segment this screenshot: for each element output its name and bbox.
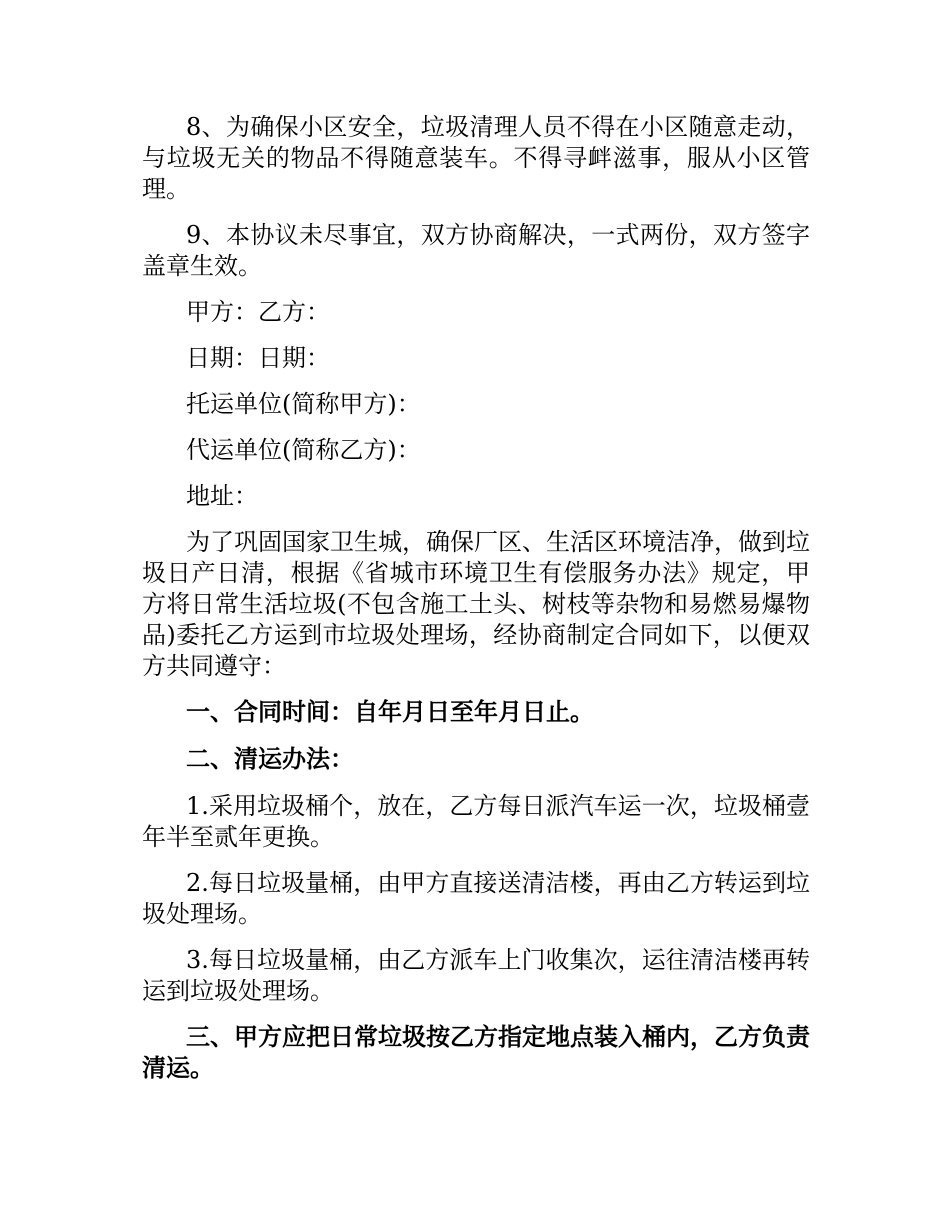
section-2-item-1: 1.采用垃圾桶个，放在，乙方每日派汽车运一次，垃圾桶壹年半至贰年更换。	[142, 792, 810, 851]
consignor-line: 托运单位(简称甲方)：	[186, 390, 421, 418]
address-line: 地址：	[186, 482, 258, 510]
clause-8: 8、为确保小区安全，垃圾清理人员不得在小区随意走动，与垃圾无关的物品不得随意装车。不得寻衅滋事，服从小区管理。	[142, 113, 810, 203]
section-1-heading: 一、合同时间：自年月日至年月日止。	[186, 698, 594, 726]
carrier-line: 代运单位(简称乙方)：	[186, 436, 421, 464]
date-line: 日期：日期：	[186, 344, 330, 372]
party-signature-line: 甲方：乙方：	[186, 298, 330, 326]
section-2-item-3: 3.每日垃圾量桶，由乙方派车上门收集次，运往清洁楼再转运到垃圾处理场。	[142, 946, 810, 1005]
document-page	[142, 112, 810, 1099]
preamble-paragraph: 为了巩固国家卫生城，确保厂区、生活区环境洁净，做到垃圾日产日清，根据《省城市环境卫生有偿服务办法》规定，甲方将日常生活垃圾(不包含施工土头、树枝等杂物和易燃易爆物品)委托乙方运到市垃圾处理场，经协商制定合同如下，以便双方共同遵守：	[142, 528, 810, 680]
section-2-heading: 二、清运办法：	[186, 745, 354, 773]
clause-9: 9、本协议未尽事宜，双方协商解决，一式两份，双方签字盖章生效。	[142, 221, 810, 280]
section-2-item-2: 2.每日垃圾量桶，由甲方直接送清洁楼，再由乙方转运到垃圾处理场。	[142, 869, 810, 928]
section-3-heading: 三、甲方应把日常垃圾按乙方指定地点装入桶内，乙方负责清运。	[142, 1023, 810, 1082]
